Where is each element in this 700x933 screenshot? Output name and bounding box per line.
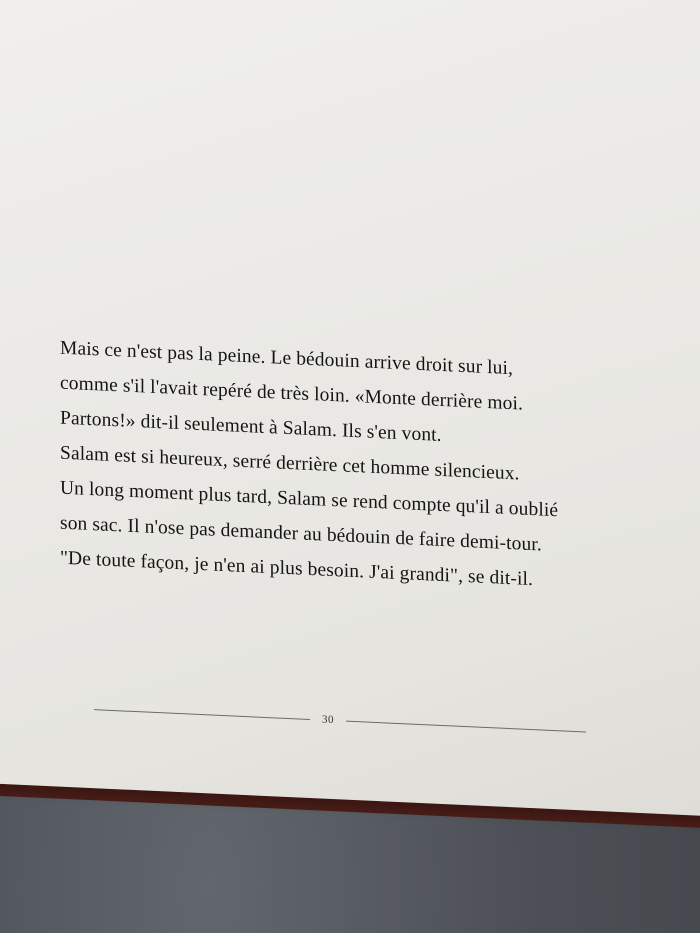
paragraph-line: son sac. Il n'ose pas demander au bédouin de faire demi-tour.: [60, 512, 542, 556]
paragraph-line: Partons!» dit-il seulement à Salam. Ils s'en vont.: [60, 407, 442, 446]
paragraph-line: Un long moment plus tard, Salam se rend compte qu'il a oublié: [60, 477, 559, 522]
footer-rule-left: [94, 709, 310, 720]
paragraph-line: Salam est si heureux, serré derrière cet homme silencieux.: [60, 442, 520, 485]
paragraph-line: "De toute façon, je n'en ai plus besoin. J'ai grandi", se dit-il.: [60, 547, 533, 591]
footer-rule-right: [346, 720, 586, 732]
paragraph-line: Mais ce n'est pas la peine. Le bédouin arrive droit sur lui,: [60, 337, 514, 380]
page-number: 30: [322, 713, 334, 727]
story-paragraph: [60, 331, 700, 605]
page-footer: [94, 699, 594, 742]
paragraph-line: comme s'il l'avait repéré de très loin. «Monte derrière moi.: [60, 372, 523, 415]
